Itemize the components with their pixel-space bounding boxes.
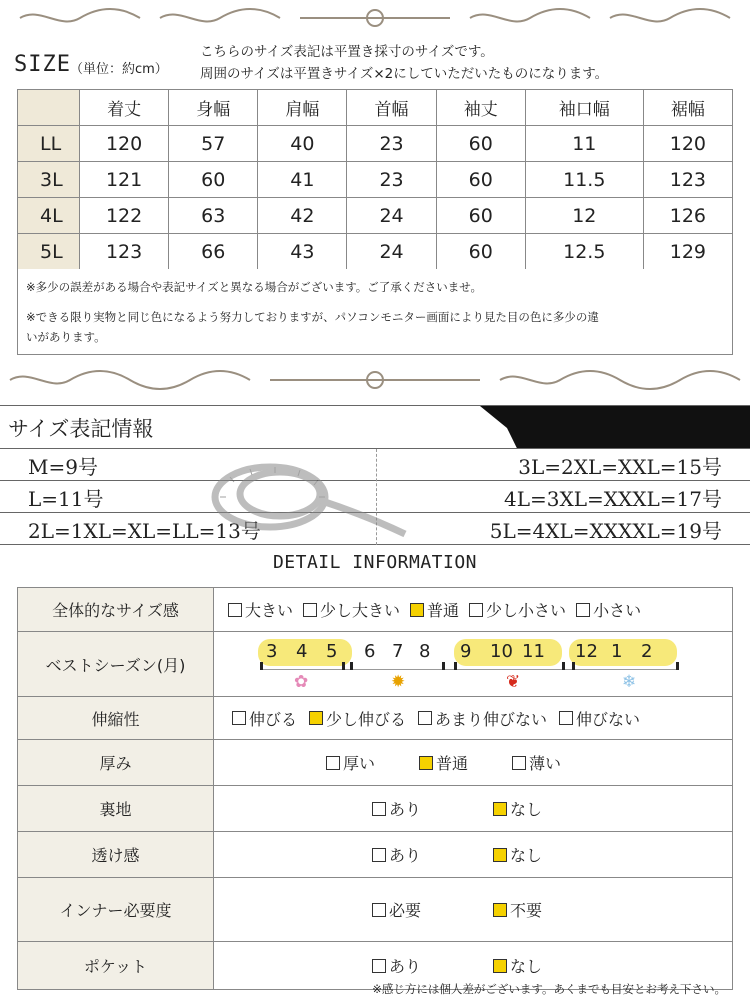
option: 伸びない (559, 707, 640, 730)
size-table (17, 89, 733, 270)
season-cell (214, 632, 733, 697)
table-cell: 60 (436, 162, 525, 198)
size-label: LL (18, 126, 80, 162)
size-title: SIZE (14, 52, 71, 77)
header-cell: 袖口幅 (525, 90, 643, 126)
table-cell: 120 (643, 126, 732, 162)
size-equivalent: L=11号 (28, 487, 104, 511)
detail-options (214, 832, 733, 878)
checkbox-icon (512, 756, 526, 770)
season-month: 12 (575, 641, 598, 662)
detail-label: インナー必要度 (18, 878, 214, 942)
checkbox-icon (372, 802, 386, 816)
header-cell-blank (18, 90, 80, 126)
option: 少し大きい (303, 598, 400, 621)
disclaimer-1: ※多少の誤差がある場合や表記サイズと異なる場合がございます。ご了承くださいませ。 (26, 280, 482, 294)
table-cell: 12.5 (525, 234, 643, 270)
checked-box-icon (410, 603, 424, 617)
option-selected: なし (493, 797, 542, 820)
table-cell: 11.5 (525, 162, 643, 198)
detail-row-best-season (18, 632, 733, 697)
table-cell: 12 (525, 198, 643, 234)
detail-label: ポケット (18, 942, 214, 990)
season-tick (676, 662, 679, 670)
season-tick (342, 662, 345, 670)
snowflake-icon: ❄ (622, 672, 637, 692)
option: 厚い (326, 751, 375, 774)
table-cell: 121 (80, 162, 169, 198)
option-selected: 普通 (410, 598, 459, 621)
season-month: 9 (460, 641, 472, 662)
table-cell: 63 (169, 198, 258, 234)
header-black-banner (480, 406, 750, 449)
middle-ornament (0, 366, 750, 394)
table-cell: 60 (436, 126, 525, 162)
size-equivalent: 5L=4XL=XXXXL=19号 (489, 519, 722, 543)
table-cell: 123 (80, 234, 169, 270)
season-tick (562, 662, 565, 670)
option: あまり伸びない (418, 707, 547, 730)
size-label: 5L (18, 234, 80, 270)
season-month: 1 (611, 641, 623, 662)
table-cell: 41 (258, 162, 347, 198)
size-equivalent: M=9号 (28, 455, 98, 479)
detail-row-inner (18, 878, 733, 942)
option-selected: 少し伸びる (309, 707, 406, 730)
detail-options (214, 878, 733, 942)
size-equivalent: 3L=2XL=XXL=15号 (518, 455, 722, 479)
size-label: 3L (18, 162, 80, 198)
checked-box-icon (493, 802, 507, 816)
season-tick (572, 662, 575, 670)
table-row (18, 126, 733, 162)
option: あり (372, 843, 421, 866)
detail-table (17, 587, 733, 990)
option: 伸びる (232, 707, 297, 730)
size-label: 4L (18, 198, 80, 234)
detail-label: ベストシーズン(月) (18, 632, 214, 697)
footnote: ※感じ方には個人差がございます。あくまでも目安とお考え下さい。 (372, 982, 726, 996)
checkbox-icon (372, 903, 386, 917)
checkbox-icon (228, 603, 242, 617)
size-note-2: 周囲のサイズは平置きサイズ×2にしていただいたものになります。 (200, 66, 609, 82)
disclaimer-2a: ※できる限り実物と同じ色になるよう努力しておりますが、パソコンモニター画面により見た目の色に多少の違 (26, 310, 599, 324)
table-cell: 42 (258, 198, 347, 234)
table-cell: 60 (436, 198, 525, 234)
table-cell: 122 (80, 198, 169, 234)
detail-label: 伸縮性 (18, 697, 214, 740)
header-cell: 肩幅 (258, 90, 347, 126)
detail-row-sheerness (18, 832, 733, 878)
option-selected: なし (493, 954, 542, 977)
size-unit: （単位：約cm） (70, 62, 168, 77)
detail-options (214, 697, 733, 740)
table-cell: 60 (436, 234, 525, 270)
header-cell: 着丈 (80, 90, 169, 126)
header-cell: 首幅 (347, 90, 436, 126)
checked-box-icon (309, 711, 323, 725)
detail-row-size-feel (18, 588, 733, 632)
season-chart (214, 632, 732, 696)
option: 大きい (228, 598, 293, 621)
table-cell: 123 (643, 162, 732, 198)
table-cell: 120 (80, 126, 169, 162)
detail-label: 裏地 (18, 786, 214, 832)
season-tick (454, 662, 457, 670)
season-month: 8 (419, 641, 431, 662)
table-cell: 11 (525, 126, 643, 162)
season-month: 6 (364, 641, 376, 662)
detail-row-lining (18, 786, 733, 832)
size-info-title: サイズ表記情報 (8, 417, 154, 441)
detail-title: DETAIL INFORMATION (272, 552, 478, 573)
maple-leaf-icon: ❦ (506, 672, 521, 692)
checkbox-icon (372, 959, 386, 973)
table-cell: 57 (169, 126, 258, 162)
table-cell: 129 (643, 234, 732, 270)
size-info-header (0, 405, 750, 449)
season-month: 5 (326, 641, 338, 662)
table-cell: 60 (169, 162, 258, 198)
table-cell: 23 (347, 162, 436, 198)
disclaimer-2b: いがあります。 (26, 330, 106, 344)
season-month: 3 (266, 641, 278, 662)
header-cell: 裾幅 (643, 90, 732, 126)
table-cell: 43 (258, 234, 347, 270)
header-cell: 身幅 (169, 90, 258, 126)
checkbox-icon (576, 603, 590, 617)
detail-label: 厚み (18, 740, 214, 786)
detail-row-thickness (18, 740, 733, 786)
checked-box-icon (419, 756, 433, 770)
season-month: 11 (522, 641, 545, 662)
option: あり (372, 954, 421, 977)
checked-box-icon (493, 959, 507, 973)
flower-icon: ✿ (294, 672, 309, 692)
checked-box-icon (493, 903, 507, 917)
table-row (18, 162, 733, 198)
season-tick (260, 662, 263, 670)
measuring-tape-icon (190, 452, 410, 542)
season-month: 4 (296, 641, 308, 662)
checkbox-icon (418, 711, 432, 725)
checkbox-icon (372, 848, 386, 862)
option: 小さい (576, 598, 641, 621)
option-selected: 不要 (493, 898, 542, 921)
size-header-row (18, 90, 733, 126)
season-axis (260, 669, 678, 670)
table-cell: 40 (258, 126, 347, 162)
sunflower-icon: ✹ (391, 672, 406, 692)
table-cell: 126 (643, 198, 732, 234)
checked-box-icon (493, 848, 507, 862)
table-cell: 23 (347, 126, 436, 162)
detail-row-stretch (18, 697, 733, 740)
season-month: 7 (392, 641, 404, 662)
option: あり (372, 797, 421, 820)
detail-label: 透け感 (18, 832, 214, 878)
detail-label: 全体的なサイズ感 (18, 588, 214, 632)
size-equivalent: 4L=3XL=XXXL=17号 (504, 487, 722, 511)
detail-options (214, 588, 733, 632)
detail-options (214, 786, 733, 832)
disclaimer-box (17, 269, 733, 355)
option: 必要 (372, 898, 421, 921)
season-month: 10 (490, 641, 513, 662)
size-note-1: こちらのサイズ表記は平置き採寸のサイズです。 (200, 44, 494, 60)
season-tick (442, 662, 445, 670)
table-cell: 24 (347, 234, 436, 270)
checkbox-icon (559, 711, 573, 725)
table-cell: 24 (347, 198, 436, 234)
option-selected: なし (493, 843, 542, 866)
checkbox-icon (303, 603, 317, 617)
checkbox-icon (326, 756, 340, 770)
checkbox-icon (469, 603, 483, 617)
option: 薄い (512, 751, 561, 774)
season-month: 2 (641, 641, 653, 662)
option: 少し小さい (469, 598, 566, 621)
top-ornament (0, 4, 750, 32)
checkbox-icon (232, 711, 246, 725)
option-selected: 普通 (419, 751, 468, 774)
season-tick (350, 662, 353, 670)
table-row (18, 198, 733, 234)
detail-options (214, 740, 733, 786)
table-row (18, 234, 733, 270)
header-cell: 袖丈 (436, 90, 525, 126)
size-equivalent: 2L=1XL=XL=LL=13号 (28, 519, 261, 543)
table-cell: 66 (169, 234, 258, 270)
